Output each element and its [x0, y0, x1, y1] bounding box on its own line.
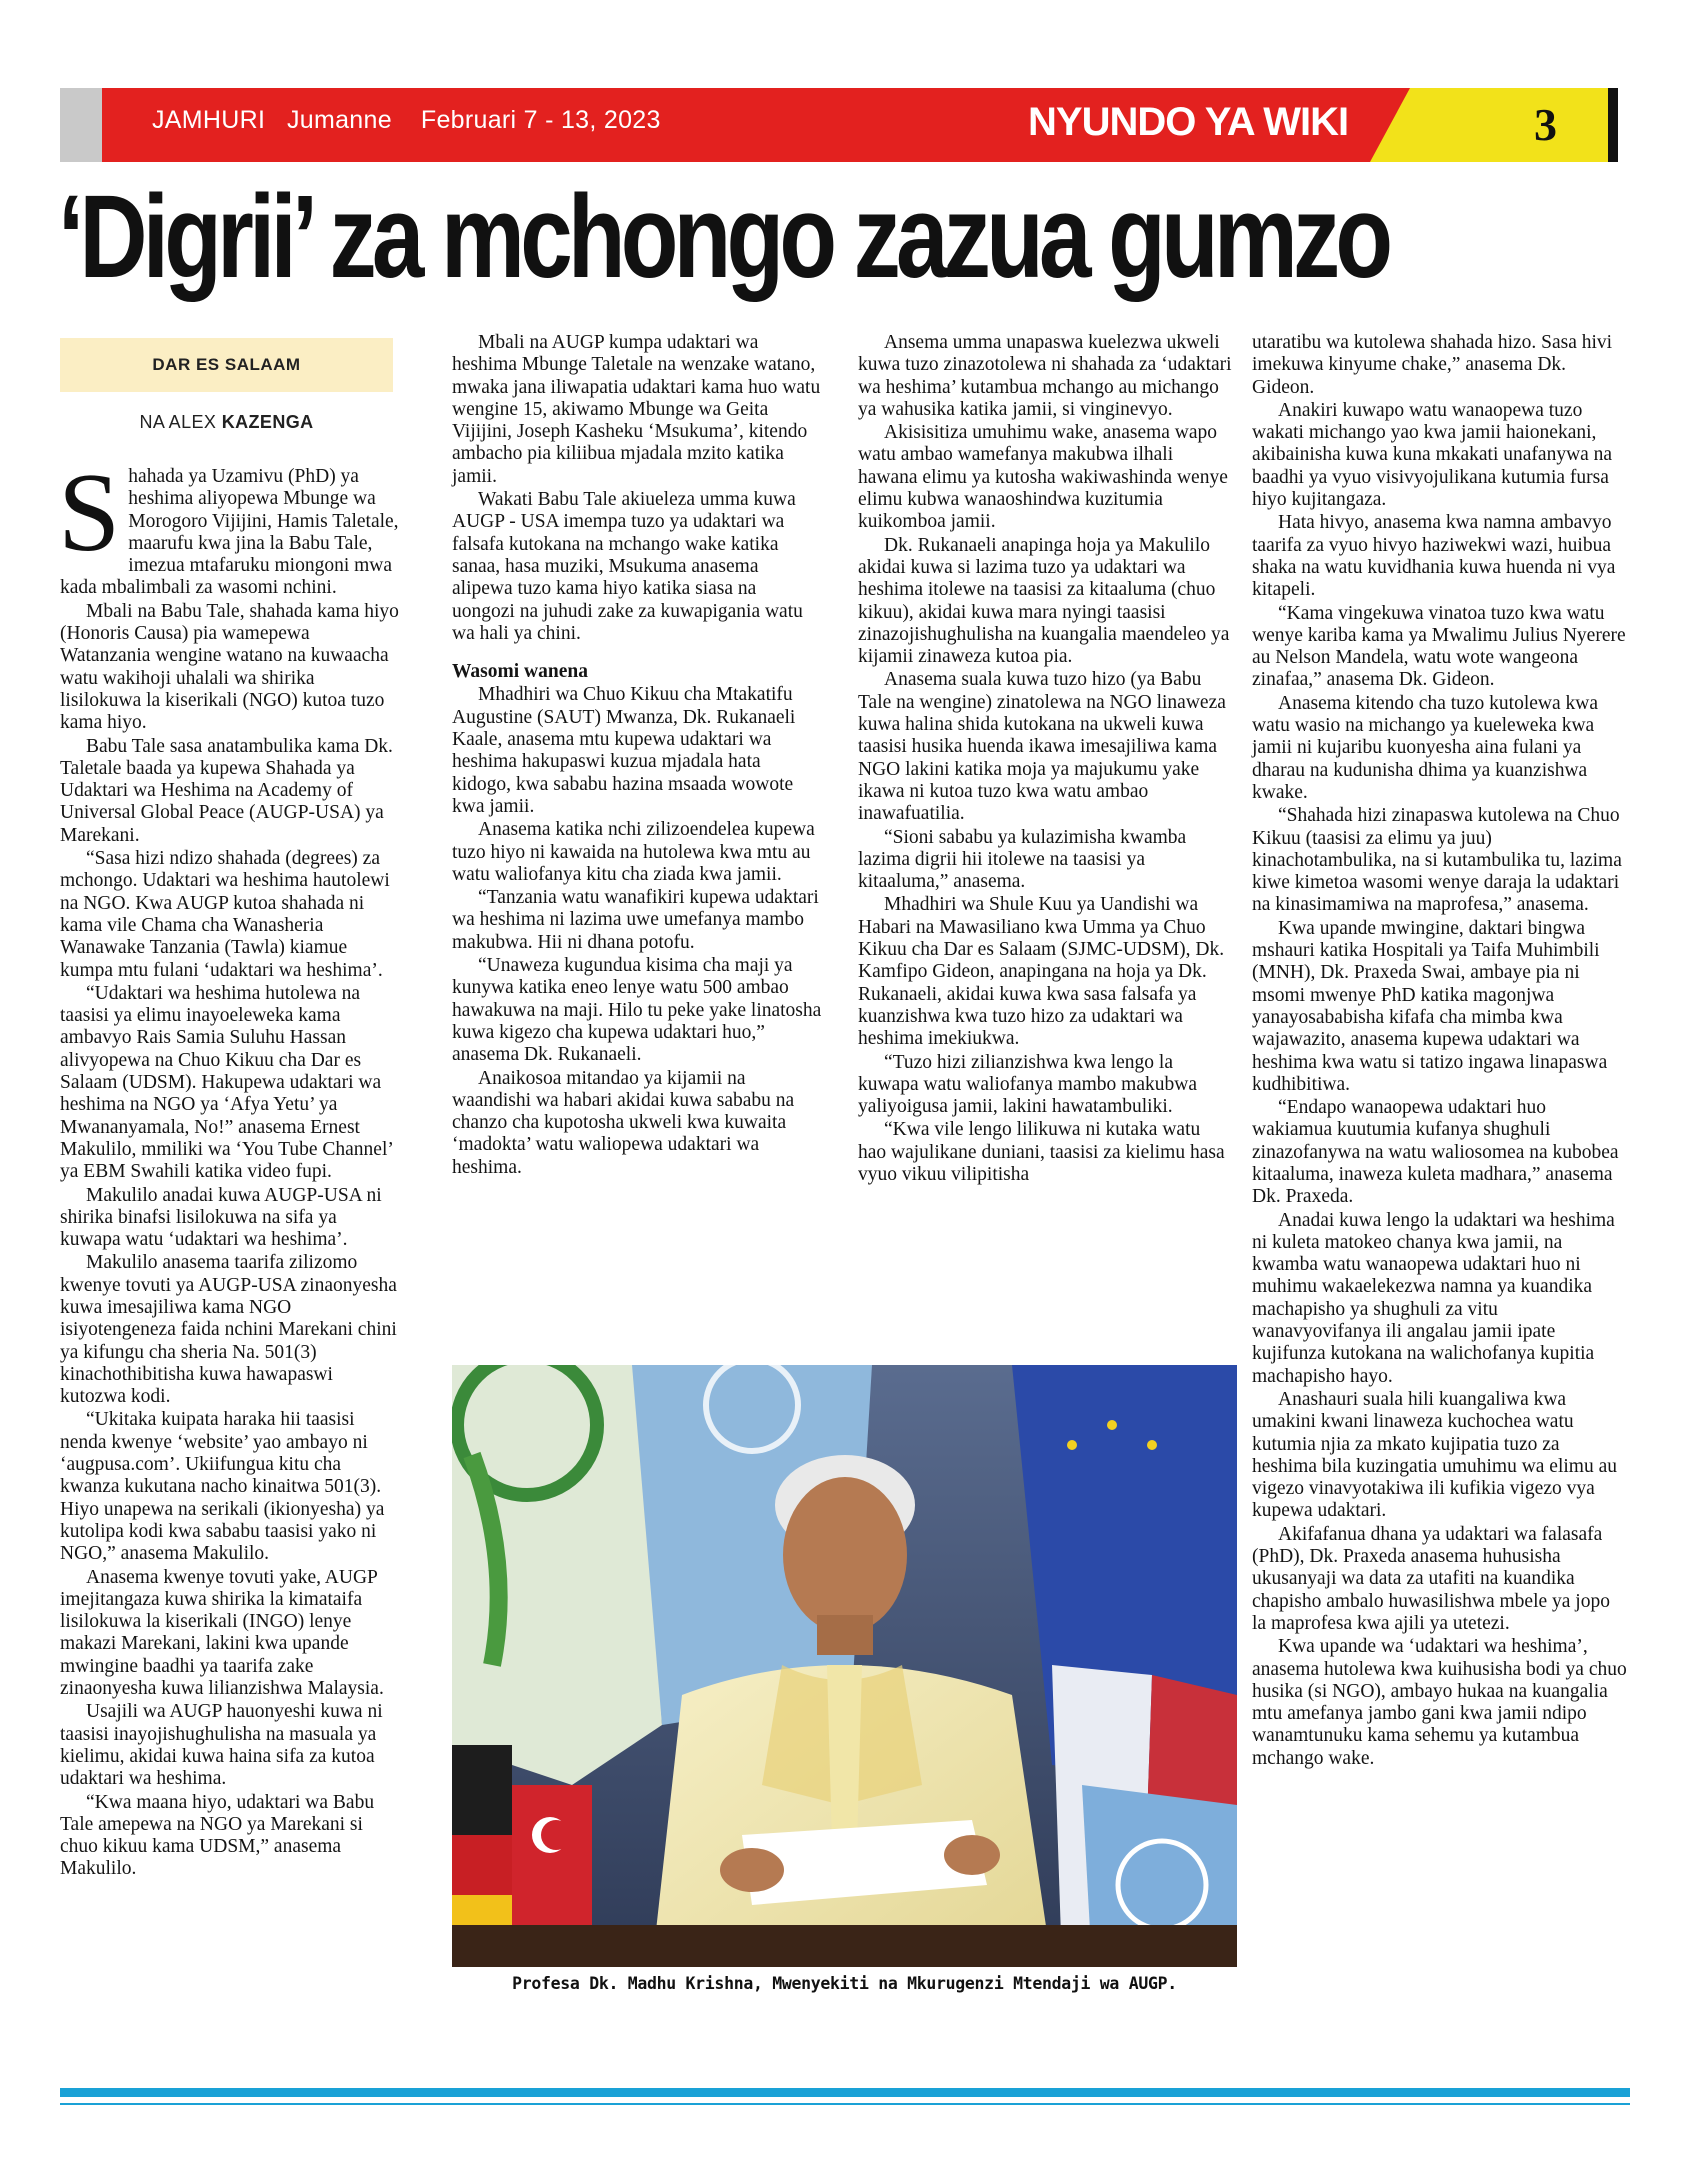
- article-paragraph: Anashauri suala hili kuangaliwa kwa umakini kwani linaweza kuchochea watu kutumia njia za mkato kujipatia tuzo za heshima bila kuzingatia umuhimu wa elimu au vigezo vinavyotakiwa ili kufikia vigezo vya kupewa udaktari.: [1252, 1388, 1617, 1522]
- article-paragraph: Anadai kuwa lengo la udaktari wa heshima ni kuleta matokeo chanya kwa jamii, na kwamba watu wanaopewa udaktari huo ni muhimu wakaelekezwa namna ya kuandika machapisho ya shughuli za vitu wanavyovifanya ili angalau jamii ipate kujifunza kutokana na walichofanya kupitia machapisho hayo.: [1252, 1209, 1615, 1387]
- article-paragraph: Mhadhiri wa Shule Kuu ya Uandishi wa Habari na Mawasiliano kwa Umma ya Chuo Kikuu cha Dar es Salaam (SJMC-UDSM), Dk. Kamfipo Gideon, anapingana na hoja ya Dk. Rukanaeli, akidai kuwa kwa sasa falsafa ya kuanzishwa kwa tuzo hizo za udaktari wa heshima imekiukwa.: [858, 894, 1225, 1050]
- article-paragraph: Mbali na AUGP kumpa udaktari wa heshima Mbunge Taletale na wenzake watano, mwaka jana iliwapatia udaktari kama huo watu wengine 15, akiwamo Mbunge wa Geita Vijijini, Joseph Kasheku ‘Msukuma’, kitendo ambacho pia kiliibua mjadala mzito katika jamii.: [452, 332, 821, 487]
- desk: [452, 1925, 1237, 1967]
- article-column-3: [858, 332, 1233, 1187]
- page-number: 3: [1534, 99, 1557, 150]
- article-paragraph: “Shahada hizi zinapaswa kutolewa na Chuo Kikuu (taasisi za elimu ya juu) kinachotambulika, na si kutambulika tu, lazima kiwe kimetoa wasomi wenye daraja la udaktari na kinasimamiwa na maprofesa,” anasema.: [1252, 805, 1622, 916]
- article-paragraph: “Kwa maana hiyo, udaktari wa Babu Tale amepewa na NGO ya Marekani si chuo kikuu kama UDSM,” anasema Makulilo.: [60, 1791, 375, 1880]
- article-paragraph: “Tuzo hizi zilianzishwa kwa lengo la kuwapa watu waliofanya mambo makubwa yaliyoigusa jamii, lakini hawatambuliki.: [858, 1051, 1197, 1118]
- paper-name: JAMHURI: [152, 106, 266, 134]
- article-paragraph: Usajili wa AUGP hauonyeshi kuwa ni taasisi inayojishughulisha na masuala ya kielimu, akidai kuwa haina sifa za kutoa udaktari wa heshima.: [60, 1701, 383, 1790]
- article-paragraph: Akisisitiza umuhimu wake, anasema wapo watu ambao wamefanya makubwa ilhali hawana elimu ya kutosha wakiwashinda wenye elimu kubwa wanaoshindwa kuzitumia kuikomboa jamii.: [858, 422, 1228, 533]
- article-paragraph: Akifafanua dhana ya udaktari wa falasafa (PhD), Dk. Praxeda anasema huhusisha ukusanyaji wa data za utafiti na kuandika chapisho ambalo huwasilishwa mbele ya jopo la maprofesa kwa ajili ya utetezi.: [1252, 1523, 1610, 1634]
- article-paragraph: Dk. Rukanaeli anapinga hoja ya Makulilo akidai kuwa si lazima tuzo ya udaktari wa heshima itolewe na taasisi za kitaaluma (chuo kikuu), akidai kuwa mara nyingi taasisi zinazojishughulisha na kuangalia maendeleo ya kijamii zinaweza kutoa pia.: [858, 534, 1230, 668]
- header-black-edge: [1608, 88, 1618, 162]
- article-paragraph: “Unaweza kugundua kisima cha maji ya kunywa katika eneo lenye watu 500 ambao hawakuwa na maji. Hilo tu peke yake linatosha kuwa kigezo cha kupewa udaktari huo,” anasema Dk. Rukanaeli.: [452, 955, 822, 1066]
- article-paragraph: Makulilo anasema taarifa zilizomo kwenye tovuti ya AUGP-USA zinaonyesha kuwa imesajiliwa kama NGO isiyotengeneza faida nchini Marekani chini ya kifungu cha sheria Na. 501(3) kinachothibitisha kuwa hawapaswi kutozwa kodi.: [60, 1252, 397, 1408]
- photo-illustration: [452, 1365, 1237, 1967]
- article-paragraph: “Tanzania watu wanafikiri kupewa udaktari wa heshima ni lazima uwe umefanya mambo makubwa. Hii ni dhana potofu.: [452, 887, 819, 953]
- article-paragraph: utaratibu wa kutolewa shahada hizo. Sasa hivi imekuwa kinyume chake,” anasema Dk. Gideon.: [1252, 332, 1613, 398]
- article-paragraph: Wakati Babu Tale akiueleza umma kuwa AUGP - USA imempa tuzo ya udaktari wa falsafa kutokana na mchango wake katika sanaa, hasa muziki, Msukuma anasema alipewa tuzo kama hiyo katika siasa na uongozi na juhudi zake za kuwapigania watu wa hali ya chini.: [452, 489, 803, 644]
- article-paragraph: “Kama vingekuwa vinatoa tuzo kwa watu wenye kariba kama ya Mwalimu Julius Nyerere au Nelson Mandela, watu wote wangeona zinafaa,” anasema Dk. Gideon.: [1252, 602, 1626, 691]
- article-paragraph: Ansema umma unapaswa kuelezwa ukweli kuwa tuzo zinazotolewa ni shahada za ‘udaktari wa heshima’ kutambua mchango au michango ya wahusika katika jamii, si vinginevyo.: [858, 332, 1232, 420]
- byline-surname: KAZENGA: [221, 412, 314, 432]
- article-paragraph: “Sioni sababu ya kulazimisha kwamba lazima digrii hii itolewe na taasisi ya kitaaluma,” anasema.: [858, 826, 1187, 893]
- article-paragraph: Anasema kitendo cha tuzo kutolewa kwa watu wasio na michango ya kueleweka kwa jamii ni kujaribu kuonyesha aina fulani ya dharau na kudunisha dhima ya kuanzishwa kwake.: [1252, 692, 1599, 803]
- article-paragraph: Hata hivyo, anasema kwa namna ambavyo taarifa za vyuo hivyo haziwekwi wazi, huibua shaka na watu kuvidhania kuwa huenda ni vya kitapeli.: [1252, 512, 1616, 601]
- footer-rule: [60, 2088, 1630, 2097]
- byline-prefix: NA ALEX: [139, 412, 217, 432]
- paper-day: Jumanne: [286, 106, 392, 134]
- article-paragraph: Babu Tale sasa anatambulika kama Dk. Taletale baada ya kupewa Shahada ya Udaktari wa Heshima na Academy of Universal Global Peace (AUGP-USA) ya Marekani.: [60, 735, 393, 846]
- article-subhead: Wasomi wanena: [452, 661, 588, 683]
- article-paragraph: “Udaktari wa heshima hutolewa na taasisi ya elimu inayoeleweka kama ambavyo Rais Samia Suluhu Hassan alivyopewa na Chuo Kikuu cha Dar es Salaam (UDSM). Hakupewa udaktari wa heshima na NGO ya ‘Afya Yetu’ ya Mwananyamala, No!” anasema Ernest Makulilo, mmiliki wa ‘You Tube Channel’ ya EBM Swahili katika video fupi.: [60, 982, 393, 1183]
- page-header: [60, 88, 1630, 162]
- header-gray-tab: [60, 88, 102, 162]
- article-paragraph: Kwa upande wa ‘udaktari wa heshima’, anasema hutolewa kwa kuihusisha bodi ya chuo husika (si NGO), ambayo hukaa na kuangalia mtu amefanya jambo gani kwa jamii ndipo wanamtunuku kama sehemu ya kutambua mchango wake.: [1252, 1636, 1627, 1769]
- headline: ‘Digrii’ za mchongo zazua gumzo: [58, 171, 1389, 303]
- section-name: NYUNDO YA WIKI: [1028, 100, 1349, 144]
- article-paragraph: Mbali na Babu Tale, shahada kama hiyo (Honoris Causa) pia wamepewa Watanzania wengine watano na kuwaacha watu wakihoji uhalali wa shirika lisilokuwa la kiserikali (NGO) kutoa tuzo kama hiyo.: [60, 600, 399, 734]
- article-paragraph: “Endapo wanaopewa udaktari huo wakiamua kuutumia kufanya shughuli zinazofanywa na watu waliosomea na kubobea kitaaluma, inaweza kuleta madhara,” anasema Dk. Praxeda.: [1252, 1097, 1619, 1208]
- article-column-4: [1252, 332, 1627, 1771]
- article-column-1: [58, 451, 400, 1882]
- article-paragraph: Makulilo anadai kuwa AUGP-USA ni shirika binafsi lisilokuwa na sifa ya kuwapa watu ‘udaktari wa heshima’.: [60, 1184, 382, 1251]
- person-face: [783, 1477, 907, 1633]
- byline: [60, 412, 393, 433]
- article-paragraph: Anasema suala kuwa tuzo hizo (ya Babu Tale na wengine) zinatolewa na NGO linaweza kuwa halina shida kutokana na ukweli kuwa taasisi husika huenda ikawa imesajiliwa kama NGO lakini katika moja ya majukumu yake ikawa ni kutoa tuzo kwa watu ambao inawafuatilia.: [858, 669, 1226, 825]
- article-column-2: [452, 332, 822, 1180]
- paper-date: Februari 7 - 13, 2023: [420, 106, 661, 134]
- paper-dateline: [152, 106, 661, 135]
- photo-caption: Profesa Dk. Madhu Krishna, Mwenyekiti na Mkurugenzi Mtendaji wa AUGP.: [512, 1974, 1177, 1993]
- header-yellow-band: [1370, 88, 1608, 162]
- article-paragraph: Anasema kwenye tovuti yake, AUGP imejitangaza kuwa shirika la kimataifa lisilokuwa la kiserikali (INGO) lenye makazi Marekani, lakini kwa upande mwingine baadhi ya taarifa zake zinaonyesha kuwa lilianzishwa Malaysia.: [60, 1566, 384, 1700]
- article-paragraph: “Kwa vile lengo lilikuwa ni kutaka watu hao wajulikane duniani, taasisi za kielimu hasa vyuo vikuu vilipitisha: [858, 1119, 1225, 1185]
- article-paragraph: “Ukitaka kuipata haraka hii taasisi nenda kwenye ‘website’ yao ambayo ni ‘augpusa.com’. Ukiifungua kitu cha kwanza kukutana nacho kinaitwa 501(3). Hiyo unapewa na serikali (ikionyesha) ya kutolipa kodi kwa sababu taasisi yako ni NGO,” anasema Makulilo.: [60, 1409, 385, 1565]
- dateline: DAR ES SALAAM: [60, 338, 393, 392]
- footer-rule-thin: [60, 2103, 1630, 2105]
- article-photo: [452, 1365, 1237, 1967]
- drop-cap: S: [58, 451, 121, 575]
- article-paragraph: Anasema katika nchi zilizoendelea kupewa tuzo hiyo ni kawaida na hutolewa kwa mtu au watu waliofanya kitu cha ziada kwa jamii.: [452, 819, 815, 885]
- article-paragraph: Anaikosoa mitandao ya kijamii na waandishi wa habari akidai kuwa sababu na chanzo cha kupotosha ukweli kwa kuwaita ‘madokta’ watu waliopewa udaktari wa heshima.: [452, 1067, 795, 1178]
- flag-left: [452, 1365, 662, 1785]
- article-paragraph: Shahada ya Uzamivu (PhD) ya heshima aliyopewa Mbunge wa Morogoro Vijijini, Hamis Taletale, maarufu kwa jina la Babu Tale, imezua mtafaruku miongoni mwa kada mbalimbali za wasomi nchini.: [58, 451, 399, 599]
- article-paragraph: Kwa upande mwingine, daktari bingwa mshauri katika Hospitali ya Taifa Muhimbili (MNH), Dk. Praxeda Swai, ambaye pia ni msomi mwenye PhD katika magonjwa yanayosababisha kifafa cha mimba kwa wajawazito, anasema kupewa udaktari wa heshima kwa watu si tatizo ingawa linapaswa kudhibitiwa.: [1252, 917, 1608, 1095]
- article-paragraph: Mhadhiri wa Chuo Kikuu cha Mtakatifu Augustine (SAUT) Mwanza, Dk. Rukanaeli Kaale, anasema mtu kupewa udaktari wa heshima hakupaswi kuzua mjadala hata kidogo, kwa sababu hazina msaada wowote kwa jamii.: [452, 684, 796, 817]
- article-paragraph: “Sasa hizi ndizo shahada (degrees) za mchongo. Udaktari wa heshima hautolewi na NGO. Kwa AUGP kutoa shahada ni kama vile Chama cha Wanasheria Wanawake Tanzania (Tawla) kiamue kumpa mtu fulani ‘udaktari wa heshima’.: [60, 848, 390, 981]
- article-paragraph: Anakiri kuwapo watu wanaopewa tuzo wakati michango yao kwa jamii haionekani, akibainisha kuwa kuna mkakati unafanywa na baadhi ya vyuo visivyojulikana kutumia fursa hiyo kujitangaza.: [1252, 399, 1613, 511]
